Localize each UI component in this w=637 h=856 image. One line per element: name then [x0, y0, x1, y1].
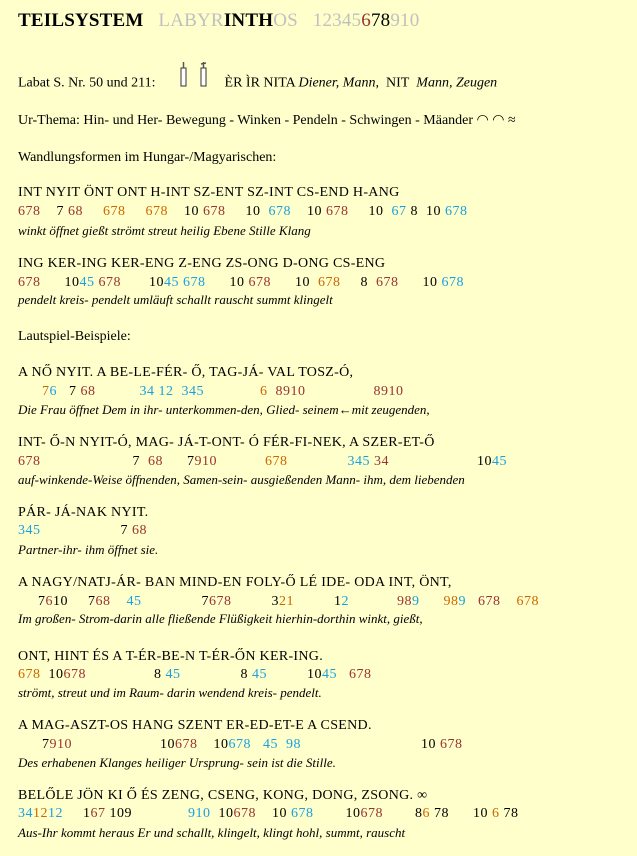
number-segment: 6 — [422, 806, 430, 821]
row-7-translation: strömt, streut und im Raum- darin wendend kreis- pendelt. — [18, 685, 322, 700]
number-segment: 10 — [168, 204, 203, 219]
number-segment: 8 — [340, 275, 376, 290]
labat-reference: Labat S. Nr. 50 und 211: — [18, 75, 156, 91]
title-os: OS — [273, 10, 298, 31]
title-labyr: LABYR — [158, 10, 224, 31]
number-segment: 678 — [98, 275, 121, 290]
number-segment: 7 — [40, 454, 148, 469]
row-3-words: A NŐ NYIT. A BE-LE-FÉR- Ő, TAG-JÁ- VAL TOSZ-Ó, — [18, 365, 354, 380]
row-9-translation: Aus-Ihr kommt heraus Er und schallt, klingelt, klingt hohl, summt, rauscht — [18, 825, 406, 840]
number-segment: 678 — [360, 806, 383, 821]
number-segment: 10 — [72, 737, 175, 752]
ur-thema-text: Ur-Thema: Hin- und Her- Bewegung - Winken - Pendeln - Schwingen - Mäander — [18, 113, 474, 128]
number-segment: 109 — [105, 806, 132, 821]
row-2-translation: pendelt kreis- pendelt umläuft schallt rauscht summt klingelt — [18, 292, 333, 307]
title-inth: INTH — [223, 10, 274, 31]
number-segment: 7 — [42, 384, 50, 399]
number-segment: 678 — [478, 594, 501, 609]
number-segment: 67 — [391, 204, 407, 219]
number-segment: 7 — [68, 594, 96, 609]
number-segment — [349, 594, 397, 609]
row-8-words: A MAG-ASZT-OS HANG SZENT ER-ED-ET-E A CSEND. — [18, 718, 372, 733]
number-segment — [174, 384, 182, 399]
number-segment: 7 — [40, 204, 68, 219]
number-segment: 8 — [383, 806, 423, 821]
title-teilsystem: TEILSYSTEM — [18, 10, 144, 31]
number-segment: 45 — [164, 275, 179, 290]
ur-thema-symbols: ◠ ◠ ≈ — [476, 113, 516, 128]
number-segment: 12 — [33, 806, 48, 821]
number-segment: 7 — [18, 594, 46, 609]
row-8-numbers — [18, 737, 463, 753]
number-segment: 8910 — [373, 384, 404, 399]
number-segment: 8 10 — [406, 204, 445, 219]
row-2-words: ING KER-ING KER-ENG Z-ENG ZS-ONG D-ONG CS-ENG — [18, 256, 386, 271]
row-8-translation: Des erhabenen Klanges heiliger Ursprung- sein ist die Stille. — [18, 755, 336, 770]
number-segment: 2 — [341, 594, 349, 609]
number-segment: 678 — [376, 275, 399, 290]
number-segment: 10 — [301, 737, 440, 752]
number-segment: 45 — [492, 454, 507, 469]
number-segment: 45 — [126, 594, 142, 609]
number-segment: 10 — [210, 806, 234, 821]
row-7-numbers — [18, 667, 372, 683]
number-segment: 9 — [458, 594, 466, 609]
number-segment: 345 — [18, 523, 41, 538]
number-segment: 678 — [209, 594, 232, 609]
row-2-numbers — [18, 275, 464, 291]
number-segment — [96, 384, 140, 399]
number-segment: 678 — [145, 204, 168, 219]
number-segment: 678 — [248, 275, 271, 290]
labat-nit: NIT — [385, 75, 410, 91]
number-segment — [251, 737, 263, 752]
row-9-words: BELŐLE JÖN KI Ő ÉS ZENG, CSENG, KONG, DONG, ZSONG. ∞ — [18, 788, 428, 803]
number-segment: 10 — [398, 275, 442, 290]
number-segment: 910 — [188, 806, 211, 821]
cuneiform-signs-icon — [177, 62, 213, 93]
row-1-words: INT NYIT ÖNT ONT H-INT SZ-ENT SZ-INT CS-END H-ANG — [18, 185, 400, 200]
row-4-numbers — [18, 454, 507, 470]
number-segment: 67 — [90, 806, 106, 821]
number-segment — [268, 384, 276, 399]
number-segment: 3 — [231, 594, 279, 609]
number-segment: 678 — [18, 454, 41, 469]
number-segment: 45 — [165, 667, 181, 682]
number-segment: 910 — [49, 737, 72, 752]
row-9-numbers — [18, 806, 519, 822]
number-segment: 10 — [225, 204, 269, 219]
number-segment: 10 — [256, 806, 291, 821]
number-segment: 68 — [132, 523, 147, 538]
number-segment: 98 — [443, 594, 459, 609]
number-segment: 678 — [291, 806, 314, 821]
row-6-numbers — [18, 594, 539, 610]
number-segment: 68 — [95, 594, 111, 609]
ur-thema-line — [18, 112, 516, 129]
number-segment: 10 — [40, 667, 64, 682]
number-segment: 678 — [233, 806, 256, 821]
number-segment: 98 — [286, 737, 301, 752]
lautspiel-heading: Lautspiel-Beispiele: — [18, 329, 131, 344]
number-segment: 6 — [49, 384, 57, 399]
number-segment: 7 — [57, 384, 81, 399]
number-segment: 10 — [53, 594, 68, 609]
number-segment: 678 — [18, 275, 41, 290]
number-segment — [501, 594, 517, 609]
number-segment: 10 — [40, 275, 80, 290]
number-segment: 10 — [271, 275, 318, 290]
number-segment: 8 — [86, 667, 166, 682]
number-segment: 45 — [79, 275, 95, 290]
number-segment: 678 — [228, 737, 251, 752]
number-segment — [83, 204, 103, 219]
row-5-numbers — [18, 523, 147, 539]
number-segment: 345 — [181, 384, 204, 399]
number-segment: 678 — [326, 204, 349, 219]
number-segment: 8910 — [275, 384, 306, 399]
title-number-b: 6 — [361, 10, 371, 31]
number-segment — [306, 384, 374, 399]
number-segment: 7 — [40, 523, 132, 538]
labat-words: ÈR ÌR NITA — [224, 75, 295, 91]
number-segment: 10 — [205, 275, 249, 290]
row-1-numbers — [18, 204, 468, 220]
number-segment: 910 — [194, 454, 217, 469]
number-segment: 678 — [203, 204, 226, 219]
number-segment: 678 — [441, 275, 464, 290]
number-segment: 21 — [279, 594, 294, 609]
row-5-translation: Partner-ihr- ihm öffnet sie. — [18, 542, 159, 557]
number-segment: 678 — [445, 204, 468, 219]
number-segment — [288, 454, 348, 469]
number-segment — [420, 594, 444, 609]
number-segment: 1 — [294, 594, 342, 609]
number-segment — [217, 454, 265, 469]
number-segment: 68 — [148, 454, 163, 469]
number-segment — [337, 667, 349, 682]
row-4-translation: auf-winkende-Weise öffnenden, Samen-sein- ausgießenden Mann- ihm, dem liebenden — [18, 472, 465, 487]
row-6-words: A NAGY/NATJ-ÁR- BAN MIND-EN FOLY-Ő LÉ IDE- ODA INT, ÖNT, — [18, 575, 452, 590]
number-segment: 68 — [68, 204, 83, 219]
number-segment: 678 — [440, 737, 463, 752]
row-6-translation: Im großen- Strom-darin alle fließende Flüßigkeit hierhin-dorthin winkt, gießt, — [18, 611, 423, 626]
number-segment: 98 — [397, 594, 412, 609]
labat-meaning-2: Mann, Zeugen — [416, 75, 498, 91]
number-segment: 10 — [449, 806, 492, 821]
number-segment: 678 — [175, 737, 198, 752]
title-number-a: 12345 — [312, 10, 362, 31]
number-segment: 678 — [265, 454, 288, 469]
number-segment: 678 — [349, 667, 372, 682]
number-segment: 7 — [141, 594, 209, 609]
number-segment: 45 — [252, 667, 267, 682]
number-segment: 34 12 — [139, 384, 174, 399]
number-segment: 6 — [492, 806, 500, 821]
row-5-words: PÁR- JÁ-NAK NYIT. — [18, 505, 149, 520]
number-segment: 12 — [48, 806, 63, 821]
row-1-translation: winkt öffnet gießt strömt streut heilig Ebene Stille Klang — [18, 223, 311, 238]
number-segment: 10 — [313, 806, 361, 821]
title-number-c: 78 — [370, 10, 391, 31]
number-segment: 10 — [197, 737, 229, 752]
number-segment: 8 — [180, 667, 252, 682]
number-segment: 45 — [263, 737, 278, 752]
number-segment: 7 — [18, 737, 50, 752]
row-3-numbers — [18, 384, 404, 400]
number-segment: 10 — [389, 454, 492, 469]
number-segment — [18, 384, 42, 399]
title-number-d: 910 — [390, 10, 420, 31]
number-segment — [126, 204, 146, 219]
number-segment: 34 — [18, 806, 33, 821]
number-segment: 678 — [318, 275, 341, 290]
number-segment: 10 — [121, 275, 164, 290]
number-segment: 678 — [18, 204, 41, 219]
number-segment: 68 — [80, 384, 96, 399]
row-3-translation: Die Frau öffnet Dem in ihr- unterkommen-den, Glied- seinem←mit zeugenden, — [18, 402, 430, 417]
number-segment: 78 — [499, 806, 519, 821]
number-segment — [204, 384, 260, 399]
number-segment: 345 — [347, 454, 370, 469]
number-segment: 34 — [374, 454, 389, 469]
labat-meaning-1: Diener, Mann, — [298, 75, 379, 91]
number-segment: 678 — [183, 275, 206, 290]
number-segment: 10 — [291, 204, 326, 219]
number-segment — [132, 806, 188, 821]
number-segment: 10 — [267, 667, 322, 682]
number-segment: 678 — [63, 667, 86, 682]
row-7-words: ONT, HINT ÉS A T-ÉR-BE-N T-ÉR-ŐN KER-ING. — [18, 649, 324, 664]
labat-line — [18, 68, 497, 99]
number-segment: 678 — [516, 594, 539, 609]
number-segment: 7 — [163, 454, 195, 469]
number-segment: 678 — [18, 667, 41, 682]
number-segment: 9 — [412, 594, 420, 609]
number-segment: 6 — [260, 384, 268, 399]
number-segment: 10 — [348, 204, 392, 219]
number-segment: 678 — [103, 204, 126, 219]
number-segment: 6 — [45, 594, 53, 609]
wandlung-heading: Wandlungsformen im Hungar-/Magyarischen: — [18, 150, 277, 165]
number-segment: 678 — [268, 204, 291, 219]
number-segment — [466, 594, 478, 609]
row-4-words: INT- Ő-N NYIT-Ó, MAG- JÁ-T-ONT- Ó FÉR-FI-NEK, A SZER-ET-Ő — [18, 435, 435, 450]
number-segment — [278, 737, 286, 752]
number-segment: 1 — [63, 806, 91, 821]
number-segment: 78 — [430, 806, 449, 821]
page-title — [18, 10, 419, 32]
number-segment — [111, 594, 127, 609]
number-segment: 45 — [322, 667, 337, 682]
